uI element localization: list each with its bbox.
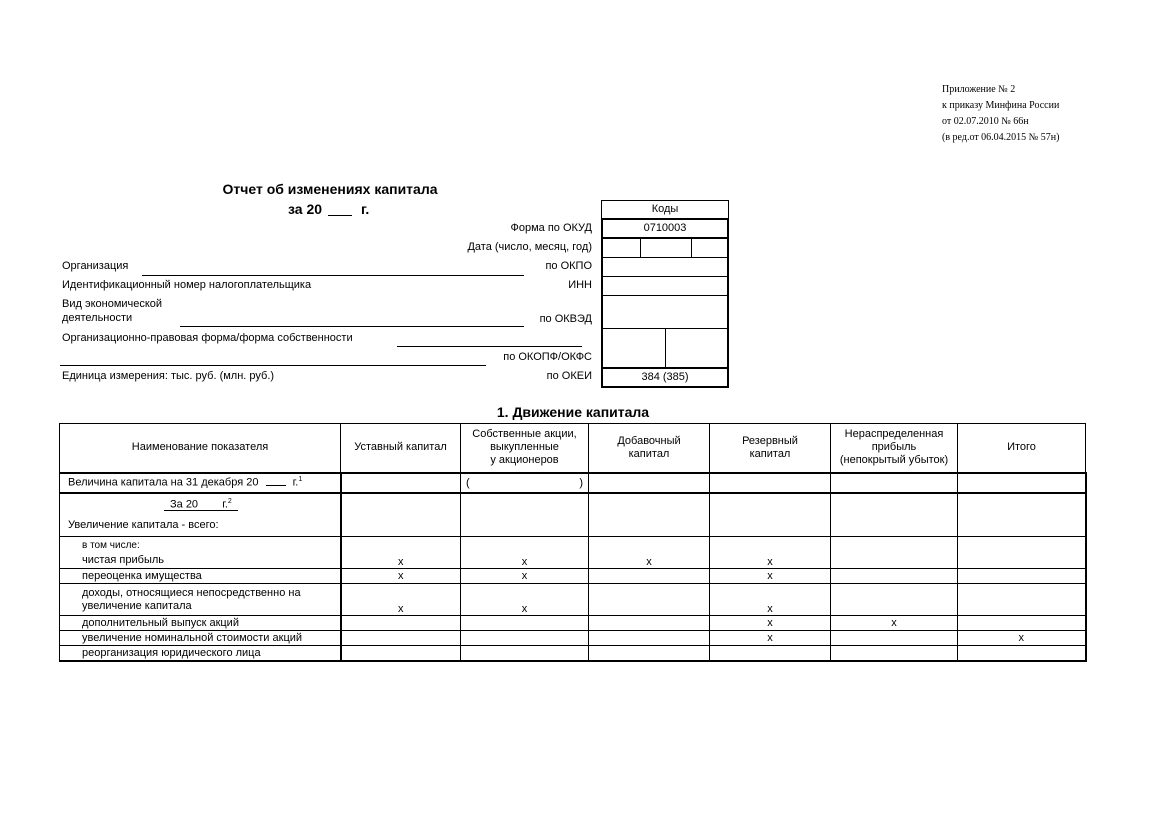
header-retained-line-3: (непокрытый убыток) xyxy=(839,454,949,467)
report-period-prefix: за 20 xyxy=(288,201,323,217)
including-label: в том числе: xyxy=(82,539,140,551)
section-title: 1. Движение капитала xyxy=(496,404,650,420)
header-retained-line-1: Нераспределенная xyxy=(844,428,944,441)
legal-form-field[interactable] xyxy=(397,346,582,347)
cell-own-shares-start[interactable] xyxy=(461,473,589,493)
header-own-shares-line-2: выкупленные xyxy=(490,441,559,454)
codes-header: Коды xyxy=(601,200,729,219)
cell-mark[interactable]: x xyxy=(710,584,831,616)
cell-mark[interactable] xyxy=(710,646,831,661)
table-row-net-profit xyxy=(60,537,1086,569)
cell-mark[interactable] xyxy=(958,584,1086,616)
header-reserve-line-2: капитал xyxy=(749,447,791,460)
cell-mark[interactable] xyxy=(831,584,958,616)
cell-mark[interactable] xyxy=(958,537,1086,569)
capital-start-label xyxy=(60,473,341,493)
header-additional-line-2: капитал xyxy=(628,447,670,460)
report-year-field[interactable] xyxy=(328,215,352,216)
cell-mark[interactable]: x xyxy=(341,584,461,616)
footnote-1: 1 xyxy=(298,476,303,484)
cell-mark[interactable] xyxy=(461,631,589,646)
cell-input[interactable] xyxy=(710,493,831,537)
okud-label: Форма по ОКУД xyxy=(510,222,592,234)
cell-mark[interactable]: x xyxy=(710,616,831,631)
cell-mark[interactable]: x xyxy=(461,584,589,616)
okpo-label: по ОКПО xyxy=(545,260,592,272)
capital-movement-table xyxy=(59,423,1087,662)
report-period-suffix: г. xyxy=(361,201,370,217)
okopf-code-field[interactable] xyxy=(601,328,729,368)
additional-issue-label: дополнительный выпуск акций xyxy=(60,616,341,631)
inn-label: ИНН xyxy=(568,279,592,291)
note-line-3: от 02.07.2010 № 66н xyxy=(942,116,1029,127)
direct-income-line-1: доходы, относящиеся непосредственно на xyxy=(82,586,301,599)
activity-field[interactable] xyxy=(180,326,524,327)
cell-mark[interactable] xyxy=(958,646,1086,661)
cell-mark[interactable] xyxy=(341,631,461,646)
organization-label: Организация xyxy=(62,260,129,272)
increase-label xyxy=(60,493,341,537)
table-row-reorganization xyxy=(60,646,1086,661)
cell-mark[interactable] xyxy=(958,569,1086,584)
cell-mark[interactable] xyxy=(831,569,958,584)
cell-mark[interactable] xyxy=(341,646,461,661)
revaluation-label: переоценка имущества xyxy=(60,569,341,584)
okud-value: 0710003 xyxy=(601,218,729,239)
header-retained-line-2: прибыль xyxy=(871,441,917,454)
header-authorized-capital: Уставный капитал xyxy=(341,424,461,473)
header-own-shares xyxy=(461,424,589,473)
increase-total-label: Увеличение капитала - всего: xyxy=(68,519,219,532)
cell-mark[interactable] xyxy=(589,631,710,646)
cell-input[interactable] xyxy=(341,473,461,493)
report-title: Отчет об изменениях капитала xyxy=(222,181,438,197)
cell-input[interactable] xyxy=(958,473,1086,493)
header-indicator-name: Наименование показателя xyxy=(60,424,341,473)
cell-mark[interactable] xyxy=(831,537,958,569)
capital-start-year-field[interactable] xyxy=(266,485,286,486)
note-line-1: Приложение № 2 xyxy=(942,84,1016,95)
cell-mark[interactable]: x xyxy=(341,569,461,584)
table-header-row xyxy=(60,424,1086,473)
okei-label: по ОКЕИ xyxy=(546,370,592,382)
cell-mark[interactable] xyxy=(831,646,958,661)
cell-input[interactable] xyxy=(589,493,710,537)
net-profit-text: чистая прибыль xyxy=(82,553,164,566)
cell-mark[interactable] xyxy=(958,616,1086,631)
paren-open: ( xyxy=(466,476,470,489)
cell-mark[interactable]: x xyxy=(831,616,958,631)
capital-start-label-suffix: г. xyxy=(292,476,299,489)
cell-mark[interactable]: x xyxy=(958,631,1086,646)
cell-mark[interactable] xyxy=(831,631,958,646)
legal-form-label: Организационно-правовая форма/форма собственности xyxy=(62,332,353,344)
cell-mark[interactable]: x xyxy=(589,537,710,569)
cell-mark[interactable]: x xyxy=(710,569,831,584)
net-profit-label xyxy=(60,537,341,569)
cell-input[interactable] xyxy=(461,493,589,537)
cell-mark[interactable] xyxy=(341,616,461,631)
header-reserve-line-1: Резервный xyxy=(742,434,798,447)
order-reference-note xyxy=(942,82,1059,146)
cell-mark[interactable] xyxy=(461,646,589,661)
direct-income-line-2: увеличение капитала xyxy=(82,599,192,612)
table-row-nominal-increase xyxy=(60,631,1086,646)
okpo-code-field[interactable] xyxy=(601,257,729,277)
cell-mark[interactable] xyxy=(589,569,710,584)
cell-input[interactable] xyxy=(710,473,831,493)
date-code-field[interactable] xyxy=(601,238,729,258)
cell-mark[interactable]: x xyxy=(710,631,831,646)
unit-label: Единица измерения: тыс. руб. (млн. руб.) xyxy=(62,370,275,382)
cell-mark[interactable]: x xyxy=(710,537,831,569)
note-line-4: (в ред.от 06.04.2015 № 57н) xyxy=(942,132,1060,143)
table-row-additional-issue xyxy=(60,616,1086,631)
header-own-shares-line-1: Собственные акции, xyxy=(472,428,577,441)
taxpayer-id-label: Идентификационный номер налогоплательщика xyxy=(62,279,312,291)
increase-period-suffix: г. xyxy=(222,498,228,511)
ownership-form-field[interactable] xyxy=(60,365,486,366)
table-row-revaluation xyxy=(60,569,1086,584)
cell-input[interactable] xyxy=(831,473,958,493)
okei-value: 384 (385) xyxy=(601,367,729,388)
cell-mark[interactable] xyxy=(461,616,589,631)
okved-label: по ОКВЭД xyxy=(539,313,592,325)
okopf-label: по ОКОПФ/ОКФС xyxy=(503,351,592,363)
header-additional-line-1: Добавочный xyxy=(617,434,681,447)
nominal-increase-label: увеличение номинальной стоимости акций xyxy=(60,631,341,646)
okved-code-field[interactable] xyxy=(601,295,729,329)
date-label: Дата (число, месяц, год) xyxy=(467,241,592,253)
direct-income-label xyxy=(60,584,341,616)
cell-mark[interactable] xyxy=(589,616,710,631)
table-row-direct-income xyxy=(60,584,1086,616)
cell-mark[interactable] xyxy=(589,646,710,661)
header-additional-capital xyxy=(589,424,710,473)
header-retained-earnings xyxy=(831,424,958,473)
table-row-capital-start xyxy=(60,473,1086,493)
inn-code-field[interactable] xyxy=(601,276,729,296)
cell-mark[interactable]: x xyxy=(461,569,589,584)
header-own-shares-line-3: у акционеров xyxy=(490,454,559,467)
header-reserve-capital xyxy=(710,424,831,473)
paren-close: ) xyxy=(579,476,583,489)
cell-mark[interactable]: x xyxy=(341,537,461,569)
cell-mark[interactable] xyxy=(589,584,710,616)
cell-input[interactable] xyxy=(958,493,1086,537)
cell-input[interactable] xyxy=(341,493,461,537)
increase-period xyxy=(164,498,238,512)
header-total: Итого xyxy=(958,424,1086,473)
footnote-2: 2 xyxy=(227,497,232,505)
organization-field[interactable] xyxy=(142,275,524,276)
increase-period-prefix: За 20 xyxy=(170,498,199,511)
capital-start-label-text: Величина капитала на 31 декабря 20 xyxy=(68,476,259,489)
activity-label-line-1: Вид экономической xyxy=(62,298,163,310)
table-row-increase xyxy=(60,493,1086,537)
note-line-2: к приказу Минфина России xyxy=(942,100,1060,111)
cell-mark[interactable]: x xyxy=(461,537,589,569)
reorganization-label: реорганизация юридического лица xyxy=(60,646,341,661)
cell-input[interactable] xyxy=(589,473,710,493)
activity-label-line-2: деятельности xyxy=(62,312,133,324)
cell-input[interactable] xyxy=(831,493,958,537)
